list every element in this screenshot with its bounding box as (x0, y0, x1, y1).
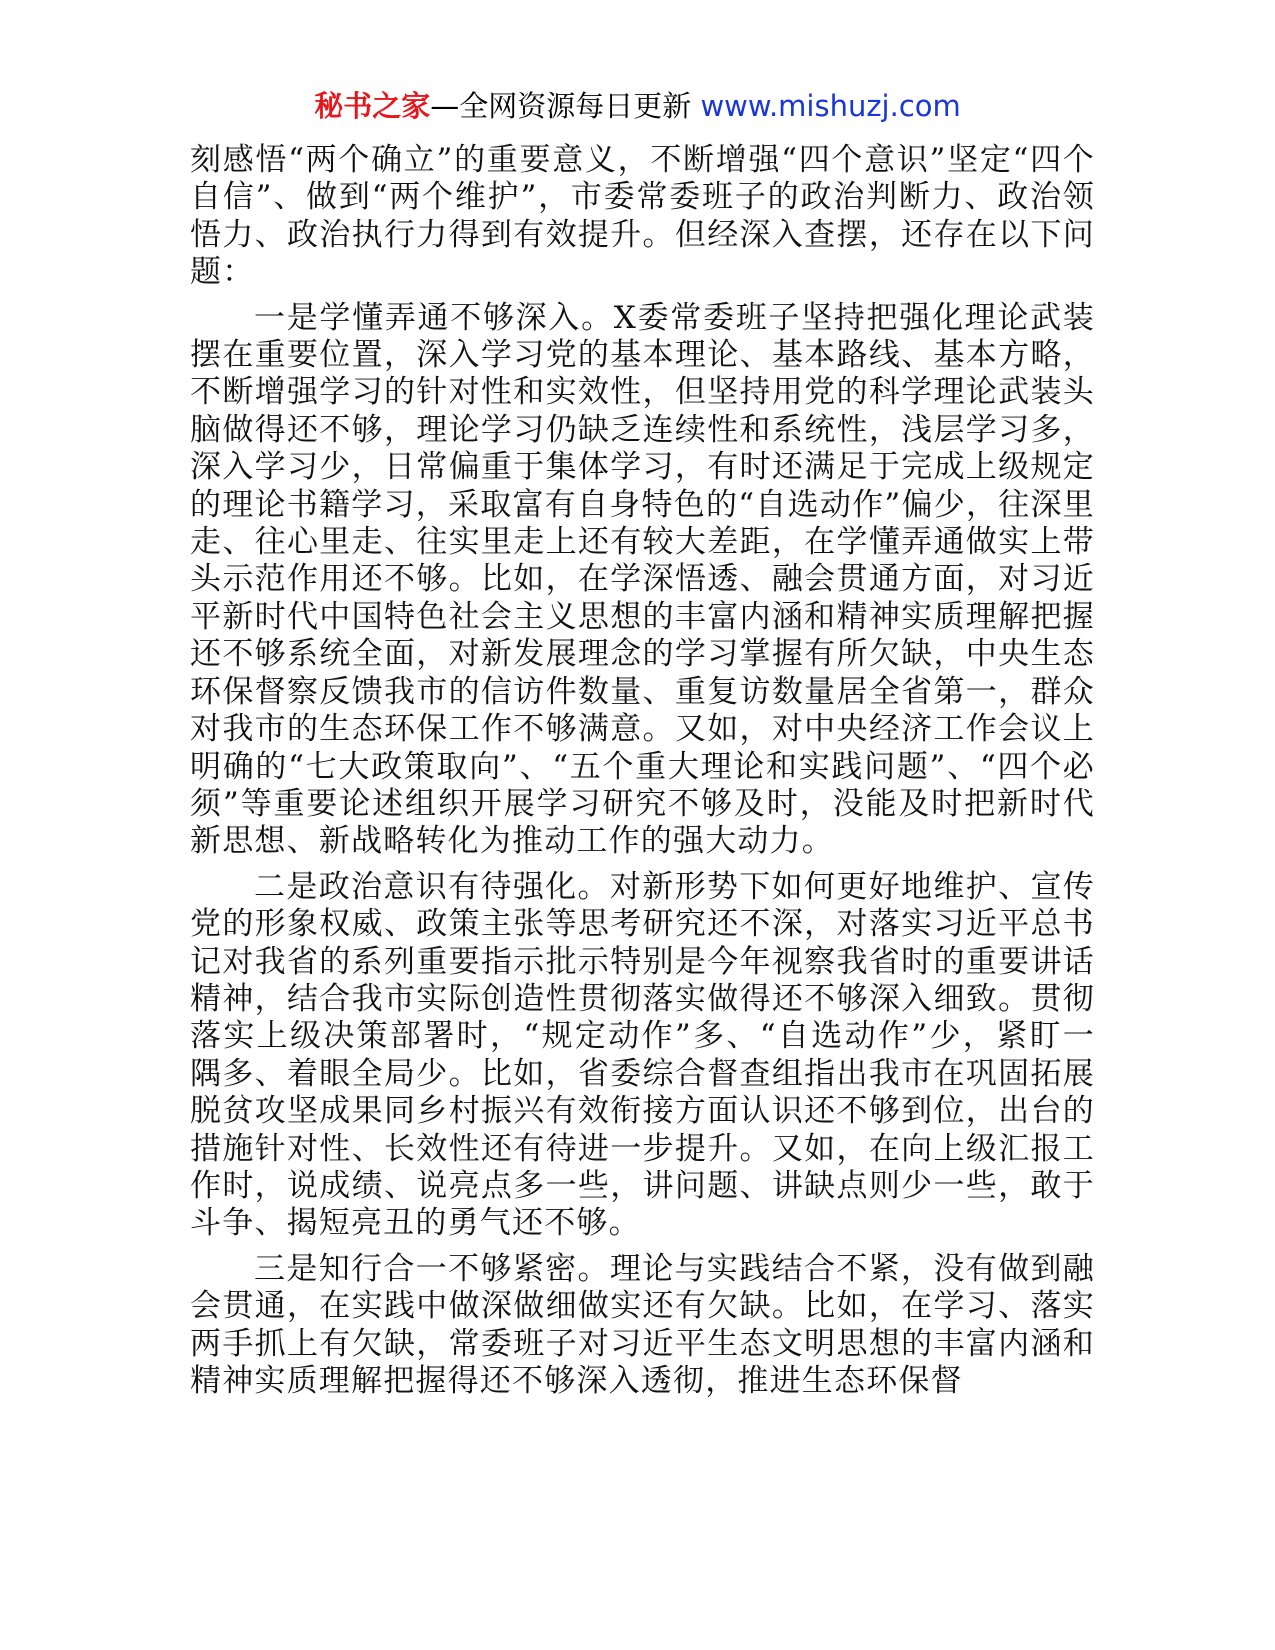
header-brand: 秘书之家 (314, 89, 431, 123)
paragraph-issue-2: 二是政治意识有待强化。对新形势下如何更好地维护、宣传党的形象权威、政策主张等思考研究还不深，对落实习近平总书记对我省的系列重要指示批示特别是今年视察我省时的重要讲话精神，结合我市实际创造性贯彻落实做得还不够深入细致。贯彻落实上级决策部署时，“规定动作”多、“自选动作”少，紧盯一隅多、着眼全局少。比如，省委综合督查组指出我市在巩固拓展脱贫攻坚成果同乡村振兴有效衔接方面认识还不够到位，出台的措施针对性、长效性还有待进一步提升。又如，在向上级汇报工作时，说成绩、说亮点多一些，讲问题、讲缺点则少一些，敢于斗争、揭短亮丑的勇气还不够。 (190, 868, 1095, 1242)
document-body (190, 142, 1095, 1408)
header-tagline: —全网资源每日更新 (430, 89, 701, 123)
paragraph-issue-1: 一是学懂弄通不够深入。X委常委班子坚持把强化理论武装摆在重要位置，深入学习党的基本理论、基本路线、基本方略，不断增强学习的针对性和实效性，但坚持用党的科学理论武装头脑做得还不够，理论学习仍缺乏连续性和系统性，浅层学习多，深入学习少，日常偏重于集体学习，有时还满足于完成上级规定的理论书籍学习，采取富有自身特色的“自选动作”偏少，往深里走、往心里走、往实里走上还有较大差距，在学懂弄通做实上带头示范作用还不够。比如，在学深悟透、融会贯通方面，对习近平新时代中国特色社会主义思想的丰富内涵和精神实质理解把握还不够系统全面，对新发展理念的学习掌握有所欠缺，中央生态环保督察反馈我市的信访件数量、重复访数量居全省第一，群众对我市的生态环保工作不够满意。又如，对中央经济工作会议上明确的“七大政策取向”、“五个重大理论和实践问题”、“四个必须”等重要论述组织开展学习研究不够及时，没能及时把新时代新思想、新战略转化为推动工作的强大动力。 (190, 299, 1095, 860)
paragraph-continuation: 刻感悟“两个确立”的重要意义，不断增强“四个意识”坚定“四个自信”、做到“两个维护”，市委常委班子的政治判断力、政治领悟力、政治执行力得到有效提升。但经深入查摆，还存在以下问题： (190, 142, 1095, 291)
paragraph-issue-3: 三是知行合一不够紧密。理论与实践结合不紧，没有做到融会贯通，在实践中做深做细做实还有欠缺。比如，在学习、落实两手抓上有欠缺，常委班子对习近平生态文明思想的丰富内涵和精神实质理解把握得还不够深入透彻，推进生态环保督 (190, 1250, 1095, 1399)
page-header (0, 86, 1275, 126)
header-url-link[interactable]: www.mishuzj.com (700, 89, 961, 123)
